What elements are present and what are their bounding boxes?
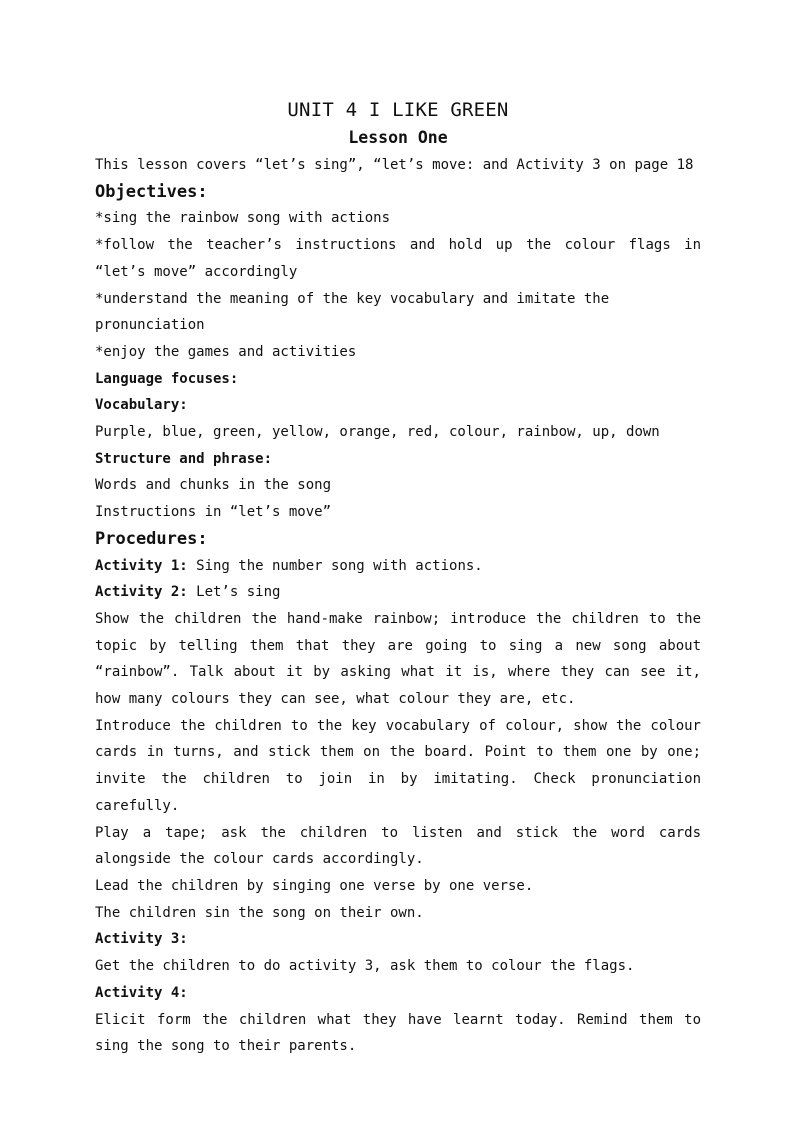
activity-2-paragraph: Lead the children by singing one verse by one verse.: [95, 877, 534, 894]
activity-1-label: Activity 1:: [95, 557, 188, 574]
lesson-subtitle: Lesson One: [348, 128, 448, 147]
activity-2-paragraph: Introduce the children to the key vocabulary of colour, show the colour cards in turns, and stick them on the board. Point to them one by one; invite the children to join in by imitating. Check pronunciation carefully.: [95, 717, 701, 814]
activity-4-text: Elicit form the children what they have learnt today. Remind them to sing the song to their parents.: [95, 1011, 701, 1055]
objective-item: *enjoy the games and activities: [95, 343, 357, 360]
language-focuses-heading: Language focuses:: [95, 370, 239, 387]
activity-1-text: Sing the number song with actions.: [187, 557, 483, 574]
activity-2-paragraph: The children sin the song on their own.: [95, 904, 424, 921]
structure-heading: Structure and phrase:: [95, 450, 273, 467]
procedures-heading: Procedures:: [95, 528, 208, 549]
objective-item: *sing the rainbow song with actions: [95, 210, 391, 227]
document-page: [95, 96, 701, 1060]
objectives-heading: Objectives:: [95, 181, 208, 202]
activity-3-text: Get the children to do activity 3, ask them to colour the flags.: [95, 958, 635, 975]
activity-2-text: Let’s sing: [187, 584, 281, 601]
page-title: UNIT 4 I LIKE GREEN: [287, 99, 509, 121]
intro-text: This lesson covers “let’s sing”, “let’s move: and Activity 3 on page 18: [95, 157, 694, 173]
vocabulary-list: Purple, blue, green, yellow, orange, red, colour, rainbow, up, down: [95, 424, 660, 441]
activity-2-paragraph: Play a tape; ask the children to listen and stick the word cards alongside the colour cards accordingly.: [95, 824, 701, 868]
activity-3-label: Activity 3:: [95, 931, 188, 948]
activity-2-paragraph: Show the children the hand-make rainbow; introduce the children to the topic by telling them that they are going to sing a new song about “rainbow”. Talk about it by asking what it is, where they can see it, how many colours they can see, what colour they are, etc.: [95, 610, 701, 708]
activity-1: [95, 553, 701, 580]
objective-item: *understand the meaning of the key vocabulary and imitate the pronunciation: [95, 290, 610, 334]
activity-2-label: Activity 2:: [95, 584, 188, 601]
objective-item: *follow the teacher’s instructions and hold up the colour flags in “let’s move” accordingly: [95, 237, 701, 280]
structure-item: Words and chunks in the song: [95, 477, 332, 494]
activity-4-label: Activity 4:: [95, 984, 188, 1001]
vocabulary-heading: Vocabulary:: [95, 397, 188, 414]
activity-2: [95, 579, 701, 606]
structure-item: Instructions in “let’s move”: [95, 504, 332, 521]
